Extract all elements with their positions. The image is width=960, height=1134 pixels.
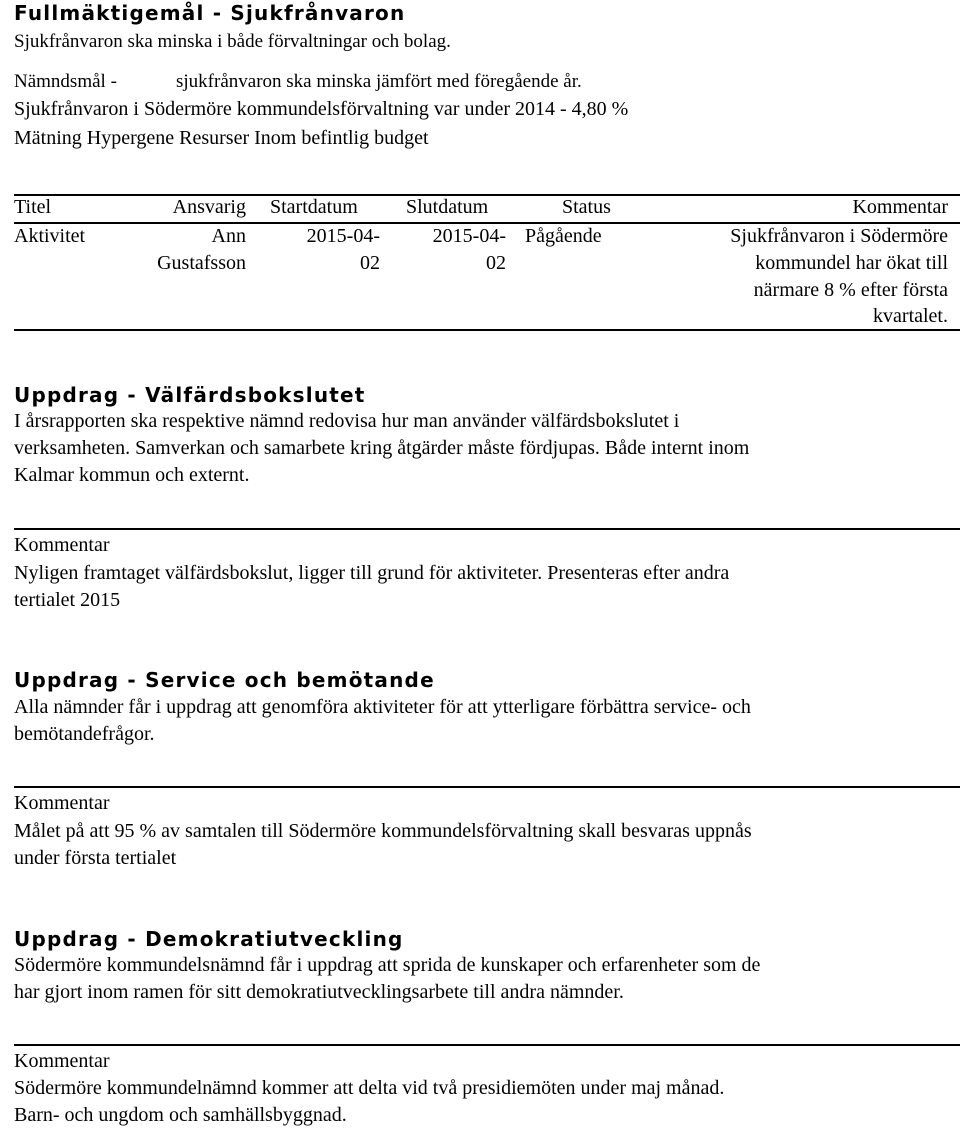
cell-start-line1: 2015-04- — [306, 225, 380, 247]
valfard-line-3: Kalmar kommun och externt. — [14, 464, 250, 486]
goal-line-1: Sjukfrånvaron ska minska i både förvaltningar och bolag. — [14, 31, 451, 52]
goal-line-4: Mätning Hypergene Resurser Inom befintlig budget — [14, 127, 429, 149]
service-comment-label: Kommentar — [14, 792, 110, 814]
cell-kommentar-line1: Sjukfrånvaron i Södermöre — [730, 225, 948, 247]
demokrati-comment-rule — [14, 1044, 960, 1046]
cell-status: Pågående — [525, 225, 602, 247]
service-heading: Uppdrag - Service och bemötande — [14, 668, 435, 692]
cell-ansvarig-line1: Ann — [211, 225, 246, 247]
cell-slut-line2: 02 — [486, 252, 506, 274]
cell-kommentar-line4: kvartalet. — [873, 305, 948, 327]
valfard-comment-line-1: Nyligen framtaget välfärdsbokslut, ligger till grund för aktiviteter. Presenteras efter andra — [14, 562, 730, 584]
valfard-comment-label: Kommentar — [14, 534, 110, 556]
valfard-line-1: I årsrapporten ska respektive nämnd redovisa hur man använder välfärdsbokslutet i — [14, 410, 680, 432]
service-line-1: Alla nämnder får i uppdrag att genomföra aktiviteter för att ytterligare förbättra service- och — [14, 696, 751, 718]
service-comment-line-1: Målet på att 95 % av samtalen till Södermöre kommundelsförvaltning skall besvaras uppnås — [14, 820, 752, 842]
valfard-heading: Uppdrag - Välfärdsbokslutet — [14, 383, 366, 407]
cell-kommentar-line2: kommundel har ökat till — [755, 252, 948, 274]
valfard-line-2: verksamheten. Samverkan och samarbete kring åtgärder måste fördjupas. Både internt inom — [14, 437, 750, 459]
service-comment-line-2: under första tertialet — [14, 847, 177, 869]
service-line-2: bemötandefrågor. — [14, 723, 155, 745]
col-header-status: Status — [562, 196, 611, 218]
goal-heading: Fullmäktigemål - Sjukfrånvaron — [14, 1, 406, 25]
table-bottom-rule — [14, 329, 960, 331]
demokrati-comment-line-1: Södermöre kommundelnämnd kommer att delta vid två presidiemöten under maj månad. — [14, 1077, 725, 1099]
col-header-kommentar: Kommentar — [852, 196, 948, 218]
col-header-ansvarig: Ansvarig — [172, 196, 246, 218]
col-header-startdatum: Startdatum — [270, 196, 358, 218]
demokrati-comment-line-2: Barn- och ungdom och samhällsbyggnad. — [14, 1104, 347, 1126]
demokrati-line-2: har gjort inom ramen för sitt demokratiutvecklingsarbete till andra nämnder. — [14, 981, 624, 1003]
demokrati-comment-label: Kommentar — [14, 1050, 110, 1072]
cell-ansvarig-line2: Gustafsson — [157, 252, 246, 274]
col-header-titel: Titel — [14, 196, 52, 218]
service-comment-rule — [14, 786, 960, 788]
valfard-comment-rule — [14, 528, 960, 530]
nmd-label: Nämndsmål - — [14, 71, 117, 92]
nmd-text: sjukfrånvaron ska minska jämfört med föregående år. — [176, 71, 582, 92]
cell-kommentar-line3: närmare 8 % efter första — [753, 279, 948, 301]
goal-line-3: Sjukfrånvaron i Södermöre kommundelsförvaltning var under 2014 - 4,80 % — [14, 98, 629, 120]
demokrati-line-1: Södermöre kommundelsnämnd får i uppdrag att sprida de kunskaper och erfarenheter som de — [14, 954, 761, 976]
cell-titel: Aktivitet — [14, 225, 86, 247]
valfard-comment-line-2: tertialet 2015 — [14, 589, 121, 611]
col-header-slutdatum: Slutdatum — [406, 196, 489, 218]
cell-slut-line1: 2015-04- — [432, 225, 506, 247]
demokrati-heading: Uppdrag - Demokratiutveckling — [14, 927, 404, 951]
cell-start-line2: 02 — [360, 252, 380, 274]
